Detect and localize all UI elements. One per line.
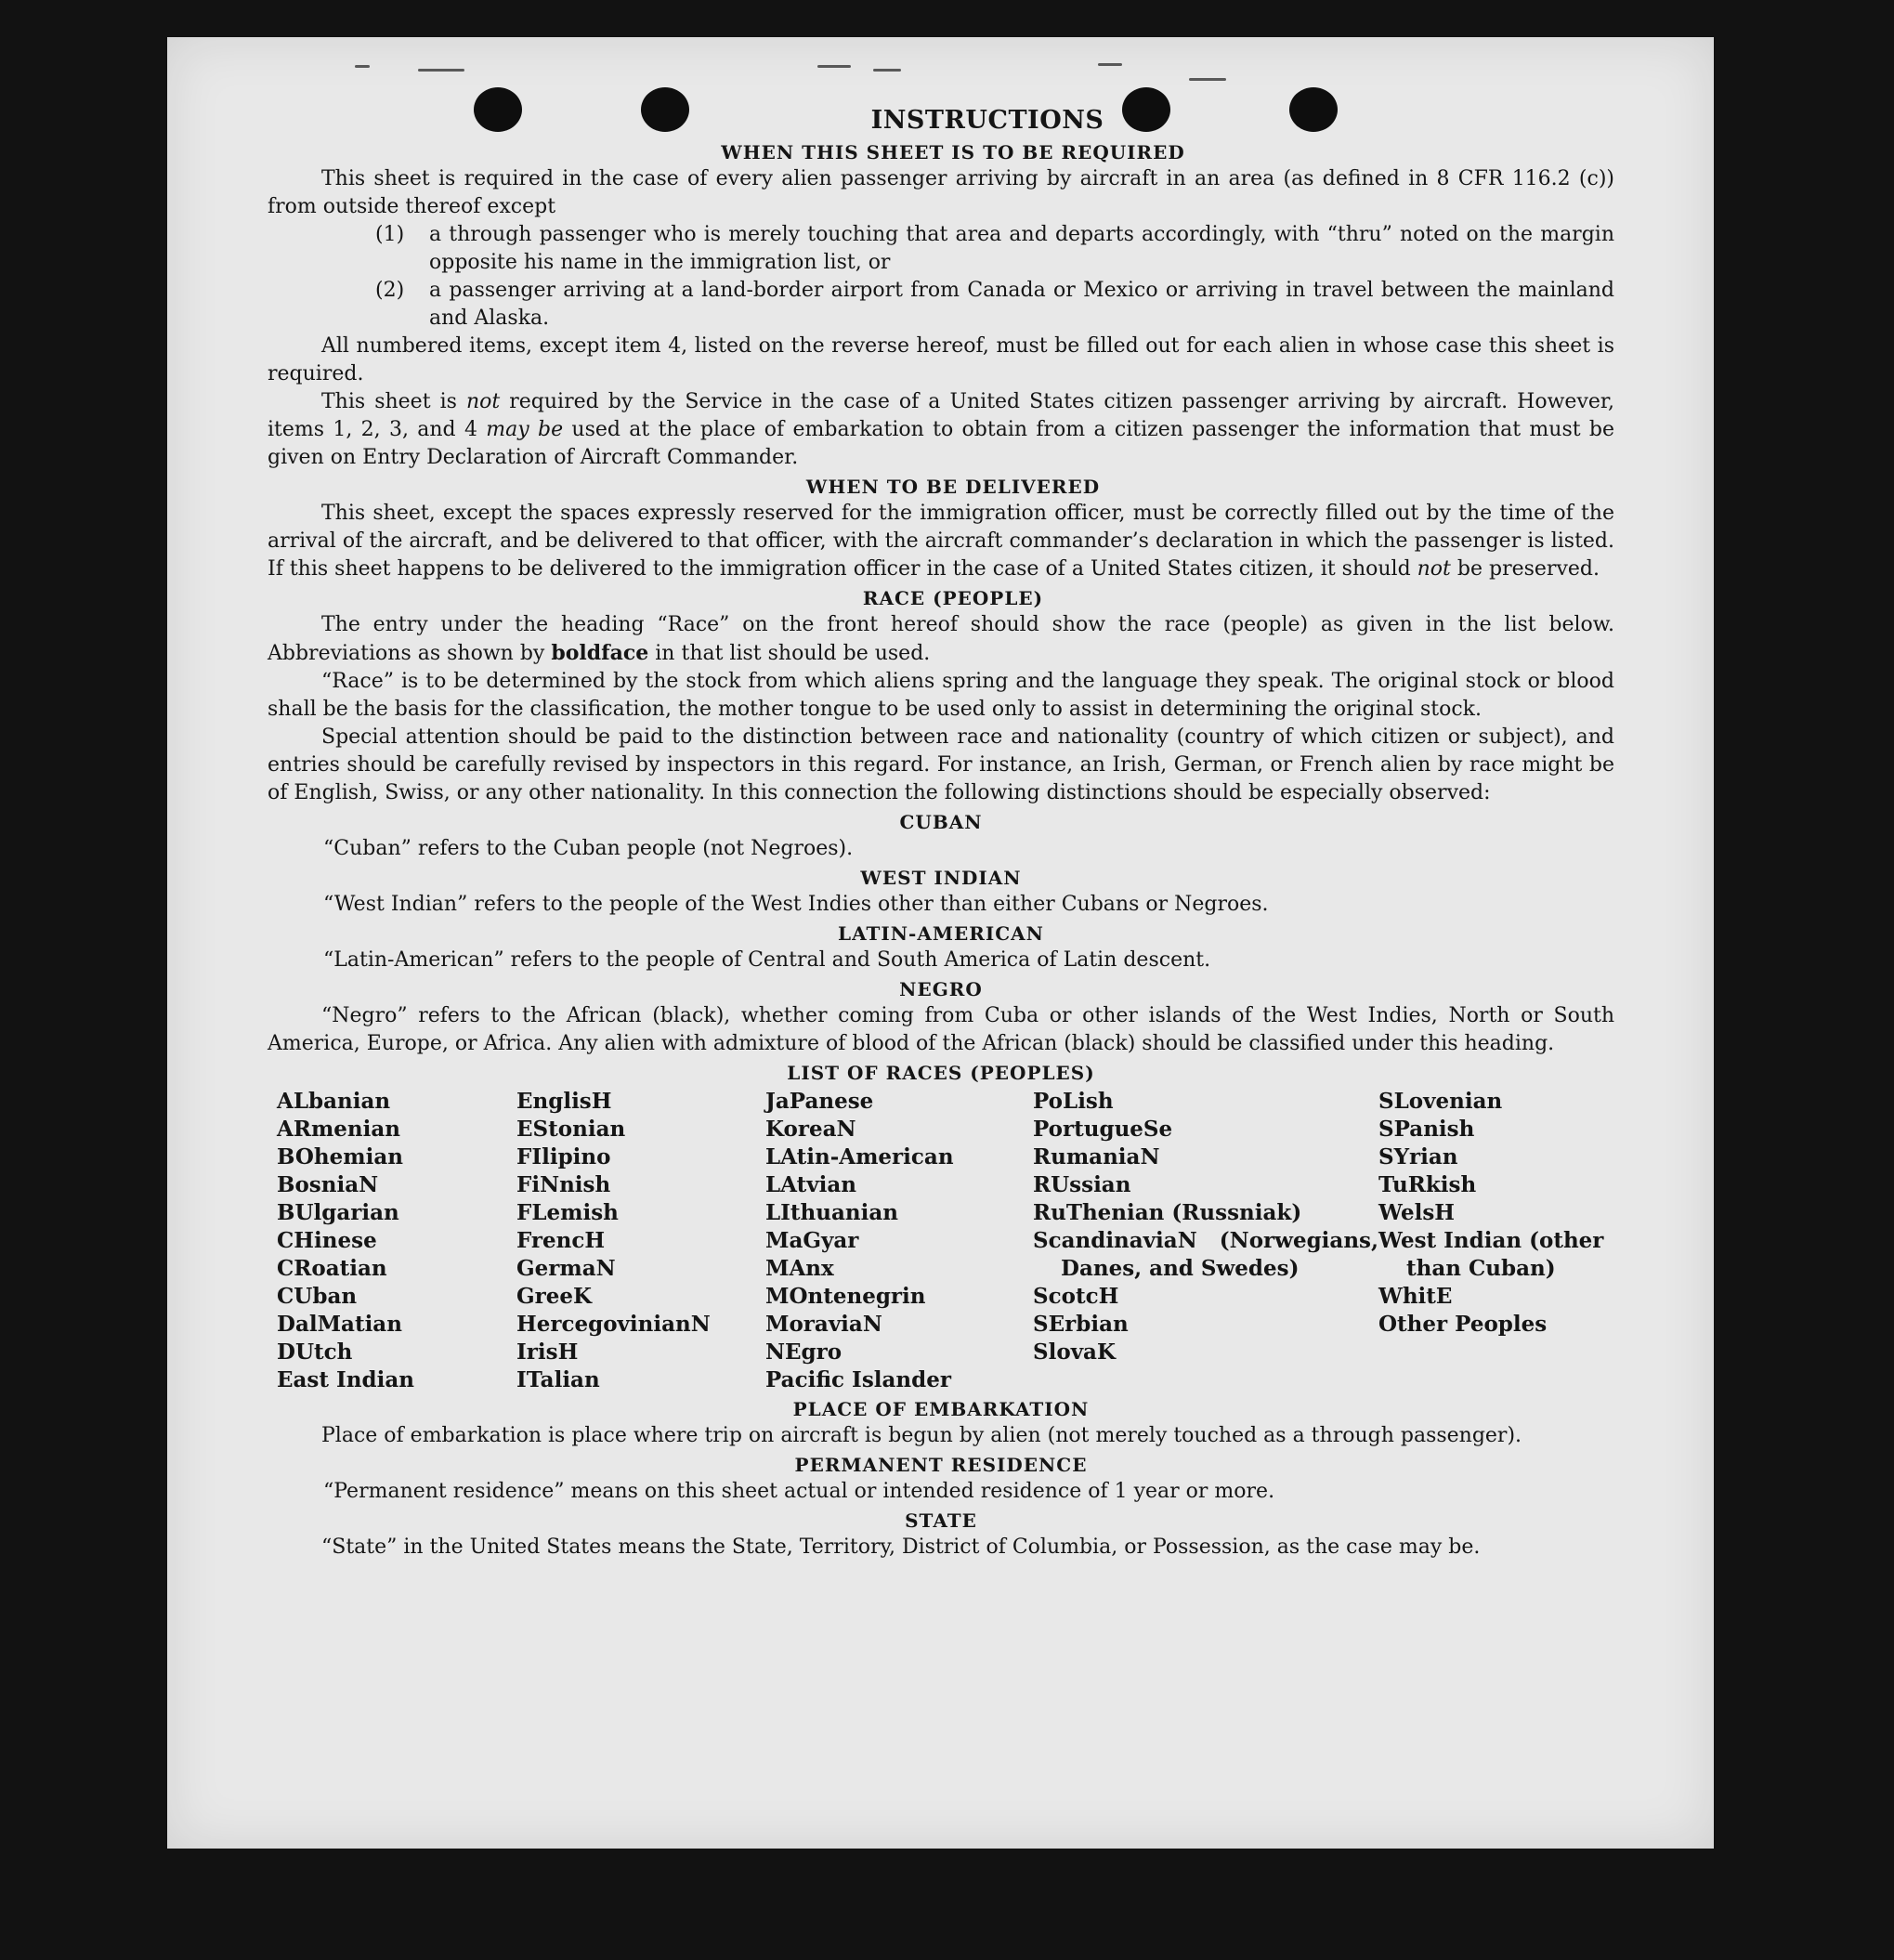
race-item: SErbian — [1033, 1312, 1129, 1337]
race-list-table — [277, 1088, 1614, 1394]
race-item: PortugueSe — [1033, 1117, 1173, 1142]
race-item: MoraviaN — [765, 1312, 882, 1337]
section-heading-latin-american: LATIN-AMERICAN — [838, 922, 1044, 945]
race-item: RuThenian (Russniak) — [1033, 1200, 1302, 1225]
race-item: TuRkish — [1378, 1172, 1477, 1197]
paragraph: “West Indian” refers to the people of the West Indies other than either Cubans or Negroes. — [323, 893, 1269, 916]
paper-mark — [1098, 63, 1122, 66]
section-heading-cuban: CUBAN — [899, 811, 983, 833]
paragraph: This sheet, except the spaces expressly reserved for the immigration officer, must be correctly filled out by the time of the arrival of the aircraft, and be delivered to that officer, with the aircraft commander’s declaration in which the passenger is listed. If this sheet happens to be delivered to the immigration officer in the case of a United States citizen, it should not be preserved. — [268, 502, 1614, 581]
race-item: East Indian — [277, 1367, 414, 1392]
race-item: WhitE — [1378, 1284, 1453, 1309]
race-item: EnglisH — [516, 1089, 612, 1114]
race-item: Other Peoples — [1378, 1312, 1548, 1337]
paragraph: “Permanent residence” means on this sheet actual or intended residence of 1 year or more. — [323, 1480, 1275, 1503]
race-item: CUban — [277, 1284, 358, 1309]
paragraph: “Race” is to be determined by the stock from which aliens spring and the language they speak. The original stock or blood shall be the basis for the classification, the mother tongue to be used only to assist in determining the original stock. — [268, 670, 1614, 721]
race-item: FIlipino — [516, 1144, 611, 1169]
paragraph: The entry under the heading “Race” on the front hereof should show the race (people) as given in the list below. Abbreviations as shown by boldface in that list should be used. — [268, 613, 1614, 665]
race-item: SLovenian — [1378, 1089, 1503, 1114]
paragraph: “State” in the United States means the State, Territory, District of Columbia, or Possession, as the case may be. — [321, 1535, 1481, 1559]
item-text: a passenger arriving at a land-border airport from Canada or Mexico or arriving in travel between the mainland and Alaska. — [429, 279, 1614, 330]
race-item: IrisH — [516, 1339, 579, 1365]
race-item: ScandinaviaN (Norwegians, Danes, and Swedes) — [1033, 1228, 1378, 1281]
race-column — [1033, 1088, 1378, 1394]
item-text: a through passenger who is merely touching that area and departs accordingly, with “thru” noted on the margin opposite his name in the immigration list, or — [429, 223, 1614, 274]
paragraph: Place of embarkation is place where trip on aircraft is begun by alien (not merely touched as a through passenger). — [321, 1424, 1522, 1447]
race-item: KoreaN — [765, 1117, 856, 1142]
race-item: DUtch — [277, 1339, 353, 1365]
paragraph: All numbered items, except item 4, listed on the reverse hereof, must be filled out for each alien in whose case this sheet is required. — [268, 334, 1614, 385]
section-heading-when-required: WHEN THIS SHEET IS TO BE REQUIRED — [721, 141, 1185, 163]
race-item: NEgro — [765, 1339, 843, 1365]
race-item: ITalian — [516, 1367, 600, 1392]
race-item: WelsH — [1378, 1200, 1456, 1225]
race-item: MOntenegrin — [765, 1284, 926, 1309]
paragraph: Special attention should be paid to the distinction between race and nationality (country of which citizen or subject), and entries should be carefully revised by inspectors in this regard. For instance, an Irish, German, or French alien by race might be of English, Swiss, or any other nationality. In this connection the following distinctions should be especially observed: — [268, 725, 1614, 804]
race-item: RUssian — [1033, 1172, 1131, 1197]
race-item: GermaN — [516, 1256, 616, 1281]
race-item: LIthuanian — [765, 1200, 898, 1225]
item-number: (1) — [375, 223, 405, 246]
document-page — [167, 37, 1714, 1849]
race-column — [516, 1088, 765, 1394]
race-item: EStonian — [516, 1117, 626, 1142]
item-number: (2) — [375, 279, 405, 302]
race-item: FiNnish — [516, 1172, 611, 1197]
race-item: ARmenian — [277, 1117, 401, 1142]
section-heading-west-indian: WEST INDIAN — [860, 867, 1022, 889]
paper-mark — [873, 69, 901, 72]
race-item: PoLish — [1033, 1089, 1114, 1114]
race-item: West Indian (other than Cuban) — [1378, 1228, 1604, 1281]
paper-mark — [418, 69, 464, 72]
section-heading-when-delivered: WHEN TO BE DELIVERED — [805, 476, 1101, 498]
race-item: CHinese — [277, 1228, 377, 1253]
section-heading-negro: NEGRO — [899, 978, 983, 1000]
race-item: DalMatian — [277, 1312, 402, 1337]
section-heading-permanent-residence: PERMANENT RESIDENCE — [794, 1454, 1088, 1476]
race-item: SYrian — [1378, 1144, 1458, 1169]
race-item: BosniaN — [277, 1172, 379, 1197]
section-heading-place-of-embarkation: PLACE OF EMBARKATION — [792, 1398, 1090, 1420]
paragraph: “Cuban” refers to the Cuban people (not Negroes). — [323, 837, 854, 860]
race-item: JaPanese — [765, 1089, 874, 1114]
paper-mark — [1189, 78, 1226, 81]
race-item: FrencH — [516, 1228, 606, 1253]
race-item: MAnx — [765, 1256, 834, 1281]
race-item: Pacific Islander — [765, 1367, 951, 1392]
race-item: LAtin-American — [765, 1144, 954, 1169]
race-item: CRoatian — [277, 1256, 387, 1281]
race-item: RumaniaN — [1033, 1144, 1160, 1169]
paragraph: “Latin-American” refers to the people of Central and South America of Latin descent. — [323, 948, 1211, 972]
paragraph: This sheet is required in the case of every alien passenger arriving by aircraft in an area (as defined in 8 CFR 116.2 (c)) from outside thereof except — [268, 167, 1614, 218]
numbered-item — [375, 221, 1614, 277]
race-item: SlovaK — [1033, 1339, 1116, 1365]
section-heading-state: STATE — [905, 1509, 977, 1532]
paper-mark — [355, 65, 370, 68]
race-item: GreeK — [516, 1284, 593, 1309]
page-title: INSTRUCTIONS — [870, 106, 1104, 135]
race-item: ALbanian — [277, 1089, 391, 1114]
paragraph: “Negro” refers to the African (black), whether coming from Cuba or other islands of the West Indies, North or South America, Europe, or Africa. Any alien with admixture of blood of the African (black) should be classified under this heading. — [268, 1004, 1614, 1055]
instructions-body — [268, 104, 1614, 1561]
race-column — [765, 1088, 1033, 1394]
race-item: BOhemian — [277, 1144, 403, 1169]
race-item: LAtvian — [765, 1172, 856, 1197]
race-item: MaGyar — [765, 1228, 859, 1253]
section-heading-list-of-races: LIST OF RACES (PEOPLES) — [787, 1062, 1095, 1084]
race-item: SPanish — [1378, 1117, 1475, 1142]
numbered-item — [375, 277, 1614, 333]
section-heading-race: RACE (PEOPLE) — [862, 587, 1044, 609]
race-item: ScotcH — [1033, 1284, 1119, 1309]
paragraph: This sheet is not required by the Service in the case of a United States citizen passenger arriving by aircraft. However, items 1, 2, 3, and 4 may be used at the place of embarkation to obtain from a citizen passenger the information that must be given on Entry Declaration of Aircraft Commander. — [268, 390, 1614, 469]
race-item: BUlgarian — [277, 1200, 399, 1225]
paper-mark — [817, 65, 851, 68]
race-item: FLemish — [516, 1200, 619, 1225]
race-column — [277, 1088, 516, 1394]
race-column — [1378, 1088, 1624, 1394]
race-item: HercegovinianN — [516, 1312, 711, 1337]
